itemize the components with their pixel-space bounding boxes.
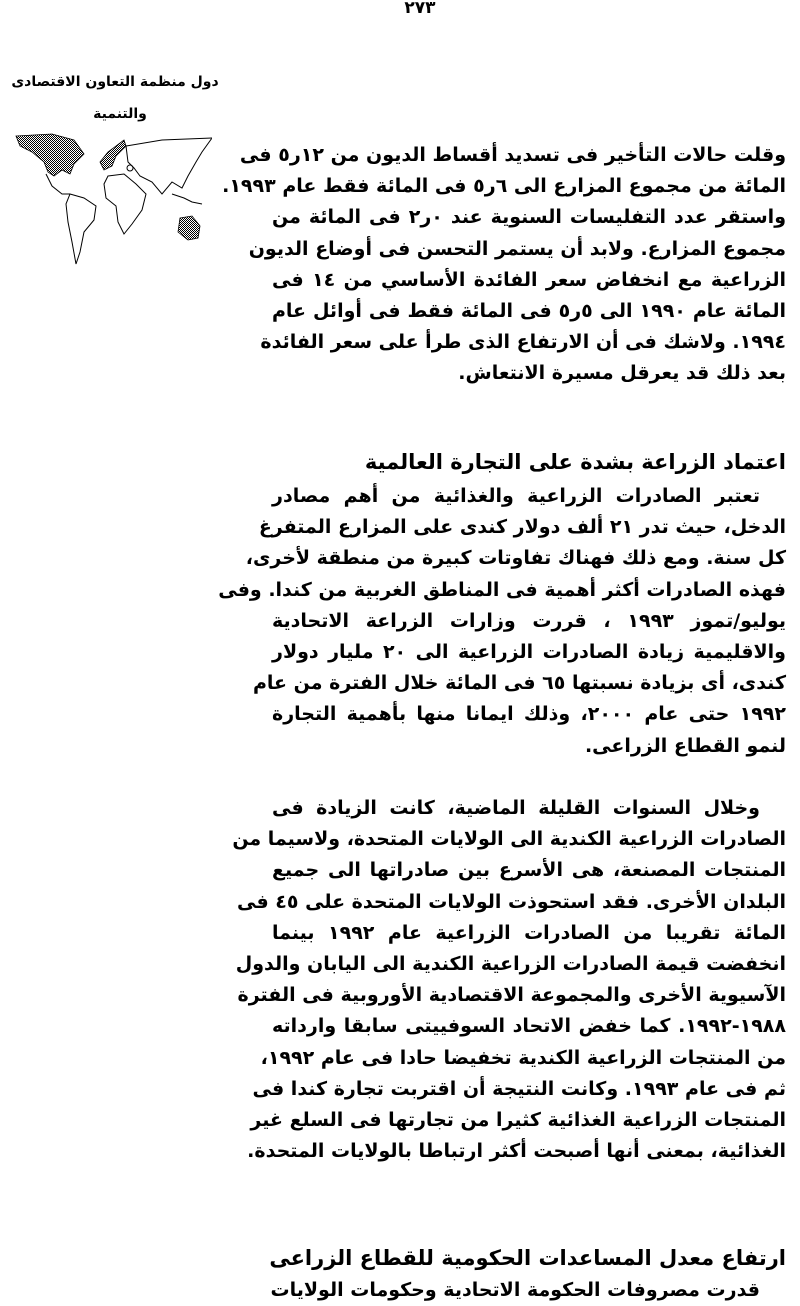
mediterranean-shape <box>127 165 133 171</box>
australia-shape <box>178 216 200 240</box>
text-line: ١٩٩٤. ولاشك فى أن الارتفاع الذى طرأ على سعر الفائدة <box>260 331 786 354</box>
text-line: تعتبر الصادرات الزراعية والغذائية من أهم مصادر <box>272 485 760 507</box>
text-line: المنتجات الزراعية الغذائية كثيرا من تجارتها فى السلع غير <box>250 1108 786 1131</box>
text-line: الصادرات الزراعية الكندية الى الولايات المتحدة، ولاسيما من <box>232 828 786 851</box>
text-line: المائة من مجموع المزارع الى ٦ر٥ فى المائة فقط عام ١٩٩٣. <box>222 175 786 198</box>
text-line: ١٩٩٢ حتى عام ٢٠٠٠، وذلك ايمانا منها بأهمية التجارة <box>272 703 786 726</box>
text-line: قدرت مصروفات الحكومة الاتحادية وحكومات الولايات <box>270 1279 760 1301</box>
text-line: مجموع المزارع. ولابد أن يستمر التحسن فى أوضاع الديون <box>248 237 786 260</box>
paragraph-expenditures <box>272 1275 786 1306</box>
paragraph-debt <box>222 140 787 390</box>
text-line: البلدان الأخرى. فقد استحوذت الولايات المتحدة على ٤٥ فى <box>237 890 786 913</box>
sidebar-title-line2: والتنمية <box>93 106 147 122</box>
text-line: وخلال السنوات القليلة الماضية، كانت الزيادة فى <box>272 797 760 819</box>
text-line: من المنتجات الزراعية الكندية تخفيضا حادا فى عام ١٩٩٢، <box>260 1046 786 1069</box>
text-line: المائة عام ١٩٩٠ الى ٥ر٥ فى المائة فقط فى أوائل عام <box>272 299 786 322</box>
text-line: كل سنة. ومع ذلك فهناك تفاوتات كبيرة من منطقة لأخرى، <box>245 547 786 570</box>
asia-shape <box>126 138 212 194</box>
world-map-illustration <box>12 132 212 267</box>
text-line: لنمو القطاع الزراعى. <box>584 734 786 757</box>
southeast-asia-shape <box>172 194 202 204</box>
section-heading-subsidies: ارتفاع معدل المساعدات الحكومية للقطاع الزراعى <box>269 1246 786 1270</box>
text-line: انخفضت قيمة الصادرات الزراعية الكندية الى اليابان والدول <box>235 952 786 975</box>
text-line: المائة تقريبا من الصادرات الزراعية عام ١٩٩٢ بينما <box>272 921 787 944</box>
text-line: ثم فى عام ١٩٩٣. وكانت النتيجة أن اقتربت تجارة كندا فى <box>252 1077 786 1100</box>
paragraph-us-exports <box>232 793 787 1167</box>
north-america-shape <box>16 134 84 176</box>
south-america-shape <box>66 194 96 264</box>
central-america-shape <box>46 174 70 194</box>
africa-shape <box>104 174 146 234</box>
text-line: المنتجات المصنعة، هى الأسرع بين صادراتها الى جميع <box>272 859 786 882</box>
text-line: فهذه الصادرات أكثر أهمية فى المناطق الغربية من كندا. وفى <box>218 578 786 601</box>
text-line: وقلت حالات التأخير فى تسديد أقساط الديون من ١٢ر٥ فى <box>239 144 786 166</box>
text-line: كندى، أى بزيادة نسبتها ٦٥ فى المائة خلال الفترة من عام <box>252 672 786 695</box>
paragraph-exports <box>218 481 786 762</box>
text-line: والاقليمية زيادة الصادرات الزراعية الى ٢٠ مليار دولار <box>272 640 786 663</box>
sidebar-title-line1: دول منظمة التعاون الاقتصادى <box>11 74 219 90</box>
page-number: ٢٧٣ <box>404 0 436 18</box>
text-line: ١٩٨٨-١٩٩٢. كما خفض الاتحاد السوفييتى سابقا وارداته <box>272 1015 786 1038</box>
text-line: بعد ذلك قد يعرقل مسيرة الانتعاش. <box>458 362 786 385</box>
text-line: واستقر عدد التفليسات السنوية عند ٠ر٢ فى المائة من <box>272 206 787 229</box>
text-line: الآسيوية الأخرى والمجموعة الاقتصادية الأوروبية فى الفترة <box>237 984 786 1007</box>
text-line: الغذائية، بمعنى أنها أصبحت أكثر ارتباطا بالولايات المتحدة. <box>247 1140 786 1163</box>
text-line: الزراعية مع انخفاض سعر الفائدة الأساسي من ١٤ فى <box>272 268 787 291</box>
text-line: يوليو/تموز ١٩٩٣ ، قررت وزارات الزراعة الاتحادية <box>272 609 786 632</box>
section-heading-trade: اعتماد الزراعة بشدة على التجارة العالمية <box>364 450 786 474</box>
text-line: الدخل، حيث تدر ٢١ ألف دولار كندى على المزارع المتفرغ <box>258 516 786 539</box>
europe-shape <box>100 140 126 170</box>
